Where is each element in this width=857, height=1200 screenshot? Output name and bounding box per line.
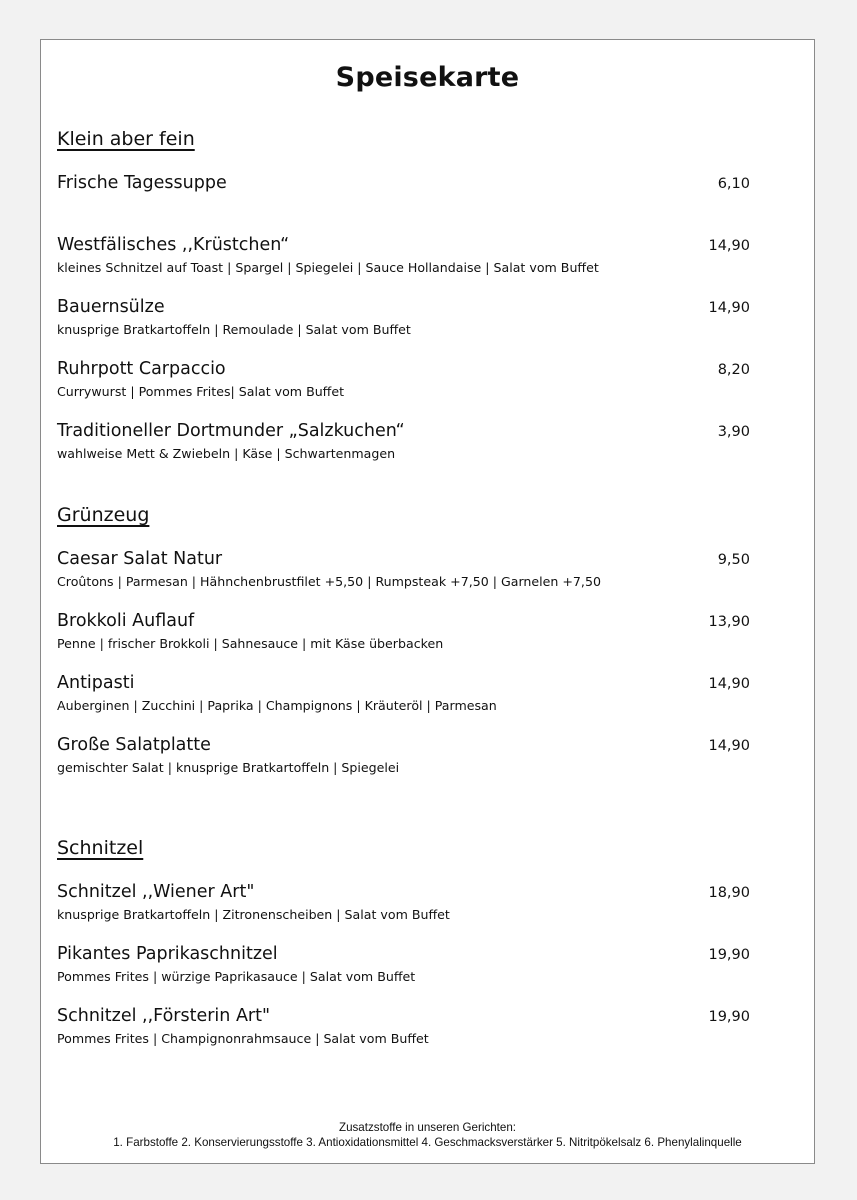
item-description: knusprige Bratkartoffeln | Remoulade | Salat vom Buffet [57,322,411,337]
item-description: Pommes Frites | würzige Paprikasauce | Salat vom Buffet [57,969,416,984]
menu-item [57,880,798,942]
item-price: 18,90 [708,885,750,901]
item-name: Caesar Salat Natur [57,549,223,569]
item-list [57,880,798,1066]
menu-item [57,419,798,481]
item-price: 8,20 [717,362,750,378]
item-price: 3,90 [717,424,750,440]
item-description: knusprige Bratkartoffeln | Zitronenscheiben | Salat vom Buffet [57,907,450,922]
section-heading: Grünzeug [57,504,150,526]
item-price: 6,10 [717,176,750,192]
item-price: 13,90 [708,614,750,630]
item-name: Bauernsülze [57,297,165,317]
menu-item [57,1004,798,1066]
item-name: Brokkoli Auflauf [57,611,195,631]
additives-footer [41,1120,814,1150]
section-heading: Schnitzel [57,837,144,859]
menu-item [57,671,798,733]
item-name: Frische Tagessuppe [57,173,227,193]
additives-heading: Zusatzstoffe in unseren Gerichten: [338,1121,516,1134]
menu-page [40,39,815,1164]
item-name: Westfälisches ,,Krüstchen“ [57,235,290,255]
item-name: Große Salatplatte [57,735,211,755]
item-description: Penne | frischer Brokkoli | Sahnesauce | mit Käse überbacken [57,636,444,651]
menu-item [57,733,798,795]
section-heading: Klein aber fein [57,128,195,150]
menu-item [57,171,798,233]
item-name: Schnitzel ,,Försterin Art" [57,1006,271,1026]
item-description: kleines Schnitzel auf Toast | Spargel | Spiegelei | Sauce Hollandaise | Salat vom Buffet [57,260,599,275]
item-description: Currywurst | Pommes Frites| Salat vom Buffet [57,384,345,399]
menu-item [57,942,798,1004]
item-price: 14,90 [708,676,750,692]
item-name: Pikantes Paprikaschnitzel [57,944,278,964]
item-description: Croûtons | Parmesan | Hähnchenbrustfilet +5,50 | Rumpsteak +7,50 | Garnelen +7,50 [57,574,601,589]
page-title: Speisekarte [335,62,520,93]
item-description: gemischter Salat | knusprige Bratkartoffeln | Spiegelei [57,760,400,775]
item-name: Traditioneller Dortmunder „Salzkuchen“ [57,421,405,441]
additives-list: 1. Farbstoffe 2. Konservierungsstoffe 3. Antioxidationsmittel 4. Geschmacksverstärker 5. Nitritpökelsalz 6. Phenylalinquelle [113,1136,742,1149]
item-name: Schnitzel ,,Wiener Art" [57,882,255,902]
item-description: wahlweise Mett & Zwiebeln | Käse | Schwartenmagen [57,446,396,461]
menu-item [57,295,798,357]
item-price: 14,90 [708,300,750,316]
item-price: 19,90 [708,1009,750,1025]
section-gruenzeug [57,503,798,795]
item-list [57,171,798,481]
menu-item [57,609,798,671]
menu-item [57,357,798,419]
item-name: Antipasti [57,673,135,693]
section-klein-aber-fein [57,127,798,481]
item-list [57,547,798,795]
item-price: 19,90 [708,947,750,963]
item-price: 14,90 [708,738,750,754]
menu-item [57,233,798,295]
item-price: 14,90 [708,238,750,254]
item-price: 9,50 [717,552,750,568]
item-description: Auberginen | Zucchini | Paprika | Champignons | Kräuteröl | Parmesan [57,698,497,713]
menu-item [57,547,798,609]
section-schnitzel [57,836,798,1066]
item-description: Pommes Frites | Champignonrahmsauce | Salat vom Buffet [57,1031,429,1046]
item-name: Ruhrpott Carpaccio [57,359,226,379]
